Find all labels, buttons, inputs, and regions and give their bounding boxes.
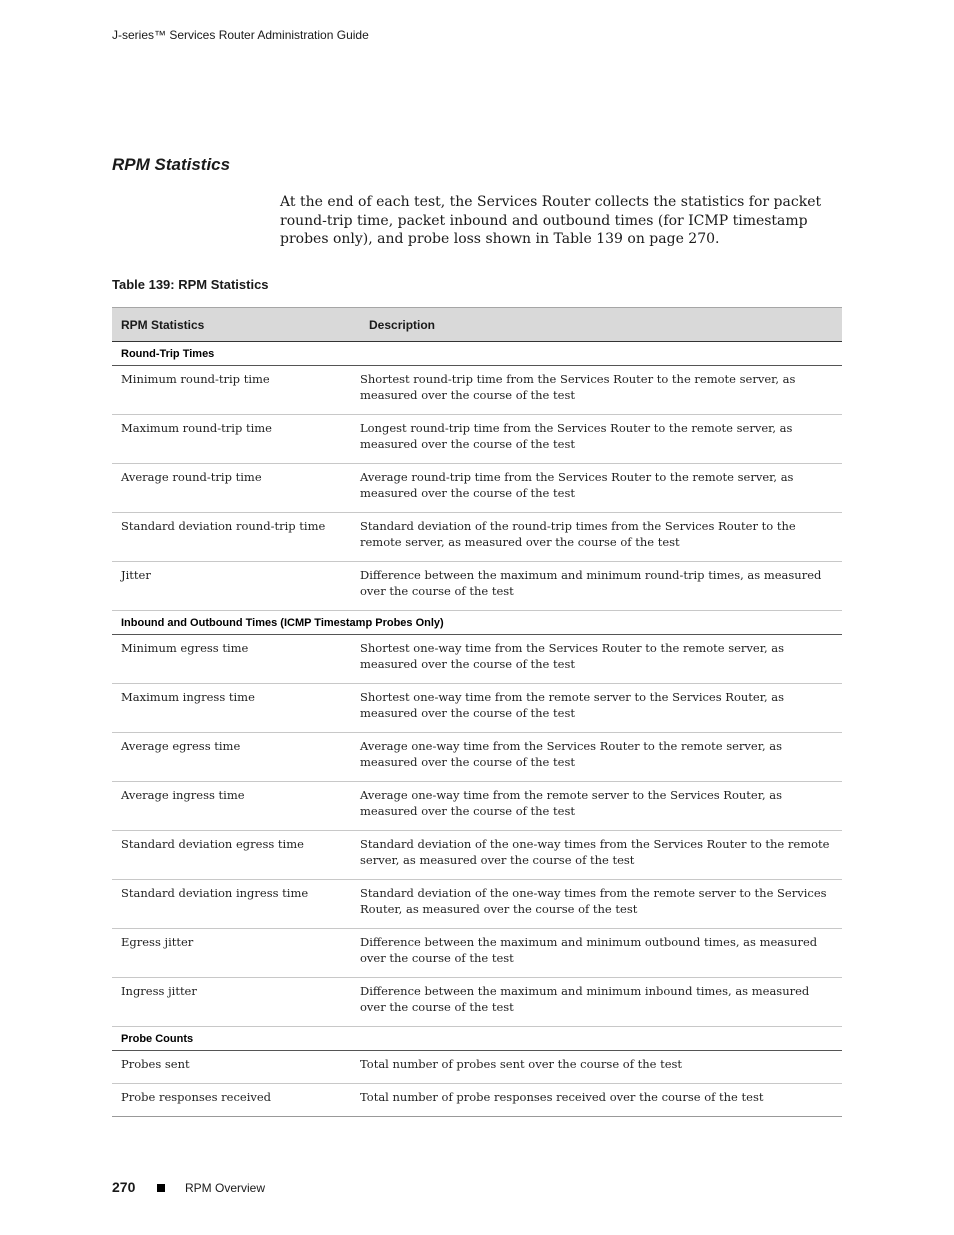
statistic-name: Probes sent (112, 1051, 360, 1084)
table-row (112, 415, 842, 464)
statistic-description: Shortest round-trip time from the Services Router to the remote server, as measured over the course of the test (360, 366, 842, 415)
square-bullet-icon (157, 1184, 165, 1192)
statistic-name: Standard deviation ingress time (112, 880, 360, 929)
group-title: Probe Counts (112, 1027, 842, 1051)
table-row (112, 366, 842, 415)
statistic-name: Average egress time (112, 733, 360, 782)
statistic-description: Total number of probes sent over the course of the test (360, 1051, 842, 1084)
statistic-name: Maximum round-trip time (112, 415, 360, 464)
statistic-description: Standard deviation of the one-way times from the Services Router to the remote server, as measured over the course of the test (360, 831, 842, 880)
statistic-description: Longest round-trip time from the Services Router to the remote server, as measured over the course of the test (360, 415, 842, 464)
page-number: 270 (112, 1179, 136, 1195)
column-header-description: Description (360, 308, 842, 342)
statistic-description: Shortest one-way time from the remote server to the Services Router, as measured over the course of the test (360, 684, 842, 733)
table-row (112, 635, 842, 684)
statistic-description: Average round-trip time from the Services Router to the remote server, as measured over the course of the test (360, 464, 842, 513)
statistic-description: Shortest one-way time from the Services Router to the remote server, as measured over the course of the test (360, 635, 842, 684)
table-row (112, 684, 842, 733)
table-row (112, 880, 842, 929)
group-header-round-trip (112, 342, 842, 366)
table-row (112, 562, 842, 611)
statistic-description: Average one-way time from the remote server to the Services Router, as measured over the course of the test (360, 782, 842, 831)
column-header-statistic: RPM Statistics (112, 308, 360, 342)
statistic-name: Ingress jitter (112, 978, 360, 1027)
statistic-description: Standard deviation of the one-way times from the remote server to the Services Router, as measured over the course of the test (360, 880, 842, 929)
group-title: Round-Trip Times (112, 342, 842, 366)
table-header-row (112, 308, 842, 342)
statistic-name: Minimum egress time (112, 635, 360, 684)
table-row (112, 513, 842, 562)
statistic-name: Standard deviation round-trip time (112, 513, 360, 562)
statistic-description: Average one-way time from the Services Router to the remote server, as measured over the course of the test (360, 733, 842, 782)
table-row (112, 831, 842, 880)
statistic-name: Egress jitter (112, 929, 360, 978)
section-title: RPM Statistics (112, 155, 231, 174)
footer-section-name: RPM Overview (185, 1181, 266, 1195)
table-row (112, 1051, 842, 1084)
rpm-statistics-table (112, 307, 842, 1117)
statistic-name: Average ingress time (112, 782, 360, 831)
statistic-name: Average round-trip time (112, 464, 360, 513)
table-row (112, 464, 842, 513)
statistic-description: Difference between the maximum and minimum round-trip times, as measured over the course of the test (360, 562, 842, 611)
statistic-description: Difference between the maximum and minimum inbound times, as measured over the course of the test (360, 978, 842, 1027)
group-header-inbound-outbound (112, 611, 842, 635)
statistic-description: Difference between the maximum and minimum outbound times, as measured over the course of the test (360, 929, 842, 978)
table-row (112, 1084, 842, 1117)
table-row (112, 978, 842, 1027)
group-title: Inbound and Outbound Times (ICMP Timestamp Probes Only) (112, 611, 842, 635)
statistic-name: Maximum ingress time (112, 684, 360, 733)
table-row (112, 733, 842, 782)
statistic-name: Standard deviation egress time (112, 831, 360, 880)
statistic-name: Probe responses received (112, 1084, 360, 1117)
table-row (112, 782, 842, 831)
group-header-probe-counts (112, 1027, 842, 1051)
table-row (112, 929, 842, 978)
statistic-description: Total number of probe responses received over the course of the test (360, 1084, 842, 1117)
statistic-description: Standard deviation of the round-trip times from the Services Router to the remote server, as measured over the course of the test (360, 513, 842, 562)
statistic-name: Minimum round-trip time (112, 366, 360, 415)
running-header: J-series™ Services Router Administration Guide (112, 28, 369, 42)
intro-paragraph: At the end of each test, the Services Router collects the statistics for packet round-trip time, packet inbound and outbound times (for ICMP timestamp probes only), and probe loss shown in Table 139 on page 270. (280, 194, 822, 247)
statistic-name: Jitter (112, 562, 360, 611)
table-caption: Table 139: RPM Statistics (112, 277, 269, 292)
